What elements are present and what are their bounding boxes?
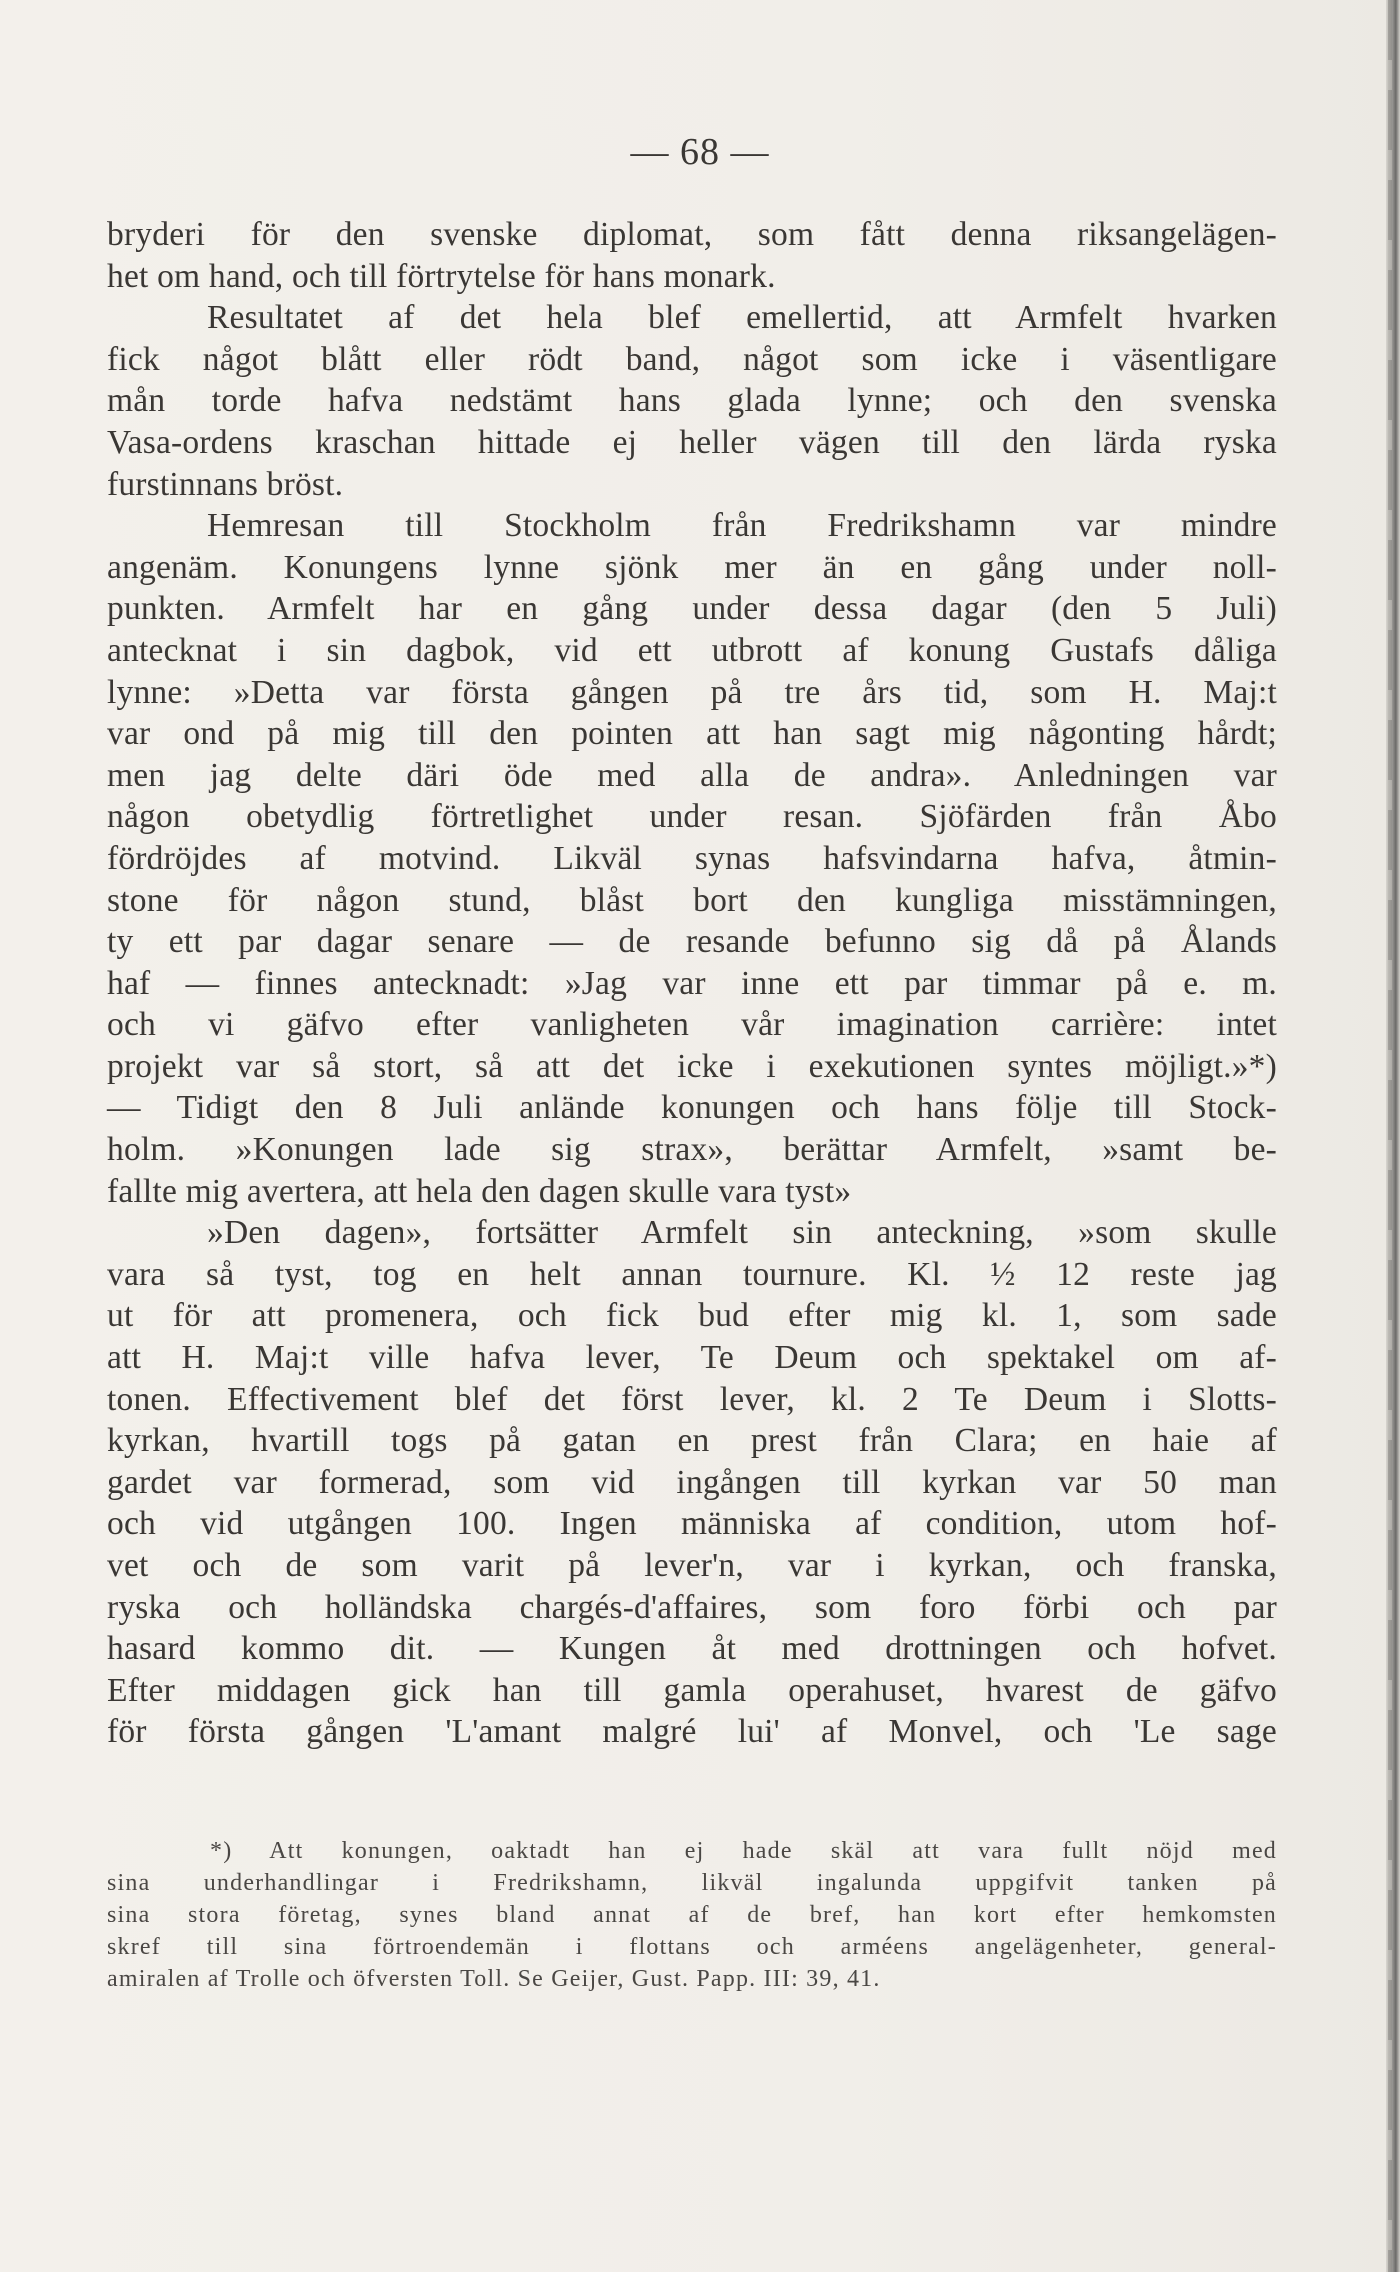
text-line: gardet var formerad, som vid ingången till kyrkan var 50 man: [107, 1463, 1277, 1501]
text-line: någon obetydlig förtretlighet under resan. Sjöfärden från Åbo: [107, 798, 1277, 836]
text-line: fallte mig avertera, att hela den dagen skulle vara tyst»: [107, 1172, 852, 1210]
page-number: — 68 —: [630, 131, 770, 173]
text-line: fördröjdes af motvind. Likväl synas hafsvindarna hafva, åtmin-: [107, 839, 1277, 877]
text-line: haf — finnes antecknadt: »Jag var inne ett par timmar på e. m.: [107, 964, 1277, 1002]
body-text: [107, 214, 1277, 1753]
text-line: furstinnans bröst.: [107, 465, 344, 503]
text-line: angenäm. Konungens lynne sjönk mer än en gång under noll-: [107, 548, 1277, 586]
footnote: [107, 1835, 1277, 1995]
text-line: och vi gäfvo efter vanligheten vår imagination carrière: intet: [107, 1006, 1277, 1044]
text-line: för första gången 'L'amant malgré lui' af Monvel, och 'Le sage: [107, 1713, 1277, 1751]
footnote-line: sina stora företag, synes bland annat af de bref, han kort efter hemkomsten: [107, 1902, 1277, 1928]
footnote-line: *) Att konungen, oaktadt han ej hade skäl att vara fullt nöjd med: [210, 1838, 1277, 1864]
text-line: ut för att promenera, och fick bud efter mig kl. 1, som sade: [107, 1297, 1277, 1335]
text-line: vet och de som varit på lever'n, var i kyrkan, och franska,: [107, 1547, 1277, 1584]
text-line: ty ett par dagar senare — de resande befunno sig då på Ålands: [107, 923, 1277, 961]
footnote-line: sina underhandlingar i Fredrikshamn, likväl ingalunda uppgifvit tanken på: [107, 1870, 1277, 1896]
text-line: ryska och holländska chargés-d'affaires, som foro förbi och par: [107, 1588, 1277, 1626]
text-line: — Tidigt den 8 Juli anlände konungen och hans följe till Stock-: [107, 1089, 1277, 1127]
text-line: hasard kommo dit. — Kungen åt med drottningen och hofvet.: [107, 1630, 1277, 1668]
text-line: men jag delte däri öde med alla de andra». Anledningen var: [107, 756, 1277, 794]
text-line: vara så tyst, tog en helt annan tournure. Kl. ½ 12 reste jag: [107, 1255, 1277, 1293]
text-line: projekt var så stort, så att det icke i exekutionen syntes möjligt.»*): [107, 1047, 1277, 1085]
page-binding-edge: [1386, 0, 1400, 2272]
text-line: Hemresan till Stockholm från Fredrikshamn var mindre: [207, 507, 1277, 545]
text-line: och vid utgången 100. Ingen människa af condition, utom hof-: [107, 1505, 1277, 1543]
text-line: antecknat i sin dagbok, vid ett utbrott af konung Gustafs dåliga: [107, 631, 1277, 669]
text-line: punkten. Armfelt har en gång under dessa dagar (den 5 Juli): [107, 590, 1277, 628]
footnote-line: skref till sina förtroendemän i flottans och arméens angelägenheter, general-: [107, 1934, 1277, 1960]
text-line: att H. Maj:t ville hafva lever, Te Deum och spektakel om af-: [107, 1339, 1277, 1377]
text-line: stone för någon stund, blåst bort den kungliga misstämningen,: [107, 881, 1277, 919]
text-line: bryderi för den svenske diplomat, som fått denna riksangelägen-: [107, 216, 1277, 253]
text-line: kyrkan, hvartill togs på gatan en prest från Clara; en haie af: [107, 1422, 1277, 1460]
text-line: Efter middagen gick han till gamla operahuset, hvarest de gäfvo: [107, 1671, 1277, 1709]
text-line: var ond på mig till den pointen att han sagt mig någonting hårdt;: [107, 715, 1277, 753]
text-line: »Den dagen», fortsätter Armfelt sin anteckning, »som skulle: [207, 1214, 1277, 1252]
text-line: Resultatet af det hela blef emellertid, att Armfelt hvarken: [207, 299, 1277, 337]
text-line: Vasa-ordens kraschan hittade ej heller vägen till den lärda ryska: [107, 423, 1277, 461]
text-line: holm. »Konungen lade sig strax», berättar Armfelt, »samt be-: [107, 1131, 1277, 1169]
text-line: fick något blått eller rödt band, något som icke i väsentligare: [107, 340, 1277, 378]
text-line: het om hand, och till förtrytelse för hans monark.: [107, 257, 776, 295]
footnote-line: amiralen af Trolle och öfversten Toll. Se Geijer, Gust. Papp. III: 39, 41.: [107, 1966, 881, 1992]
text-line: mån torde hafva nedstämt hans glada lynne; och den svenska: [107, 382, 1277, 420]
text-line: lynne: »Detta var första gången på tre års tid, som H. Maj:t: [107, 673, 1277, 711]
text-line: tonen. Effectivement blef det först lever, kl. 2 Te Deum i Slotts-: [107, 1380, 1277, 1418]
